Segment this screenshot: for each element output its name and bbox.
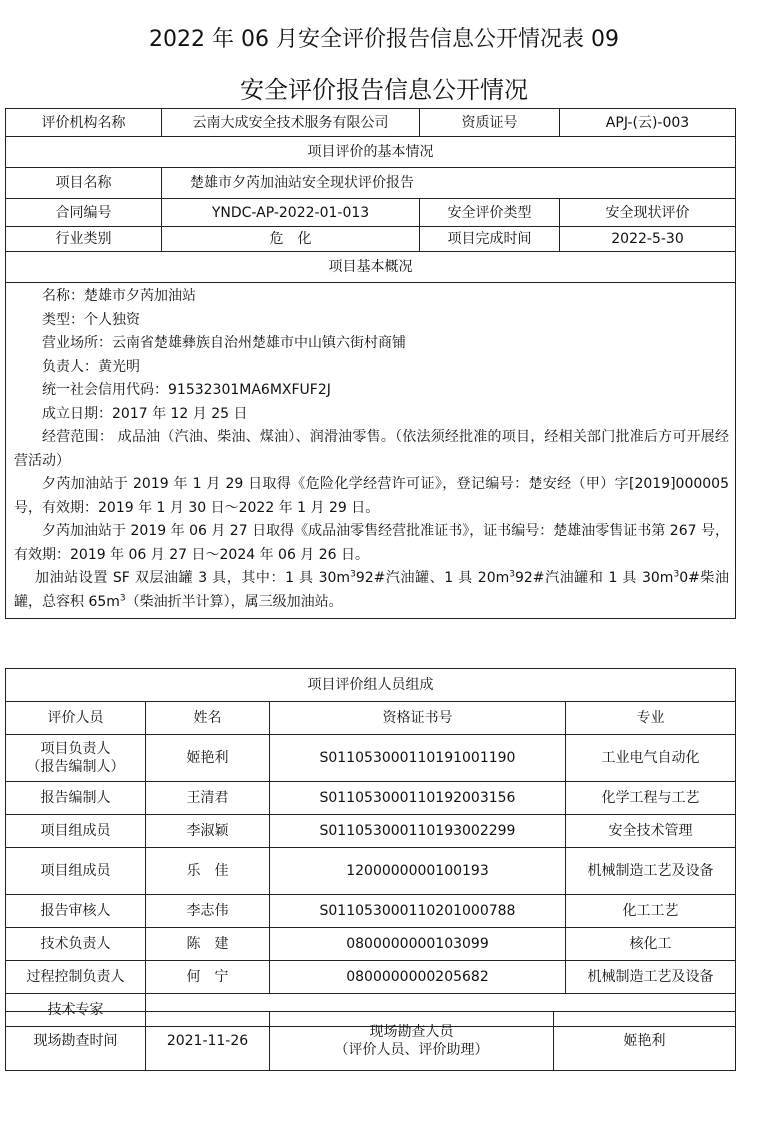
member-name: 何 宁: [146, 961, 270, 994]
member-role: 技术负责人: [6, 928, 146, 961]
document-title: 2022 年 06 月安全评价报告信息公开情况表 09: [149, 27, 619, 52]
survey-staff-value: 姬艳利: [554, 1012, 736, 1071]
member-major: 安全技术管理: [566, 815, 736, 848]
member-cert: 0800000000205682: [270, 961, 566, 994]
survey-time-value: 2021-11-26: [146, 1012, 270, 1071]
member-name: 王清君: [146, 782, 270, 815]
section-overview-row: [6, 252, 736, 283]
tanks-text-c: 92#汽油罐和 1 具 30m: [514, 570, 674, 586]
industry-value: 危 化: [162, 227, 420, 252]
survey-staff-label: [270, 1012, 554, 1071]
industry-label: 行业类别: [6, 227, 162, 252]
col-header-name: 姓名: [146, 702, 270, 735]
unit-sup: 3: [673, 569, 680, 580]
overview-certificate: 夕芮加油站于 2019 年 06 月 27 日取得《成品油零售经营批准证书》，证书编号：楚雄油零售证书第 267 号，有效期：2019 年 06 月 27 日～2024 年 06 月 26 日。: [14, 523, 729, 563]
team-header-row: [6, 702, 736, 735]
overview-credit-code: 统一社会信用代码：91532301MA6MXFUF2J: [42, 382, 331, 398]
member-cert: S011053000110191001190: [270, 735, 566, 782]
cert-value: APJ-(云)-003: [560, 109, 736, 137]
industry-row: [6, 227, 736, 252]
member-name: 陈 建: [146, 928, 270, 961]
tanks-text-e: （柴油折半计算），属三级加油站。: [125, 593, 343, 610]
basic-info-table: [5, 108, 736, 619]
contract-label: 合同编号: [6, 199, 162, 227]
done-time-value: 2022-5-30: [560, 227, 736, 252]
overview-scope: 经营范围： 成品油（汽油、柴油、煤油）、润滑油零售。（依法须经批准的项目，经相关部门批准后方可开展经营活动）: [14, 429, 729, 469]
member-major: 工业电气自动化: [566, 735, 736, 782]
overview-license: 夕芮加油站于 2019 年 1 月 29 日取得《危险化学经营许可证》，登记编号：楚安经（甲）字[2019]000005 号，有效期：2019 年 1 月 30 日～2022 年 1 月 29 日。: [14, 476, 729, 516]
section-overview-heading: 项目基本概况: [6, 252, 736, 283]
tanks-text-b: 92#汽油罐、1 具 20m: [355, 570, 510, 586]
table-row: [6, 848, 736, 895]
org-value: 云南大成安全技术服务有限公司: [162, 109, 420, 137]
member-name: 乐 佳: [146, 848, 270, 895]
member-major: 核化工: [566, 928, 736, 961]
col-header-cert: 资格证书号: [270, 702, 566, 735]
project-name-label: 项目名称: [6, 168, 162, 199]
section-basic-row: [6, 137, 736, 168]
overview-name: 名称：楚雄市夕芮加油站: [42, 288, 196, 304]
member-cert: S011053000110192003156: [270, 782, 566, 815]
section-basic-heading: 项目评价的基本情况: [6, 137, 736, 168]
member-major: 机械制造工艺及设备: [566, 961, 736, 994]
org-label: 评价机构名称: [6, 109, 162, 137]
table-row: [6, 961, 736, 994]
tanks-text-d: 0#柴油罐，总容积 65m: [14, 570, 729, 610]
expert-label: 技术专家: [6, 994, 146, 1027]
member-name: 李淑颖: [146, 815, 270, 848]
unit-sup: 3: [509, 569, 515, 580]
survey-table: [5, 1011, 736, 1071]
member-role: 报告审核人: [6, 895, 146, 928]
overview-person: 负责人：黄光明: [42, 358, 140, 375]
member-name: 姬艳利: [146, 735, 270, 782]
unit-sup: 3: [119, 592, 126, 603]
cert-label: 资质证号: [420, 109, 560, 137]
col-header-role: 评价人员: [6, 702, 146, 735]
team-heading-row: [6, 669, 736, 702]
overview-type: 类型：个人独资: [42, 311, 140, 328]
table-row: [6, 928, 736, 961]
member-cert: 0800000000103099: [270, 928, 566, 961]
survey-staff-label-line2: （评价人员、评价助理）: [334, 1042, 489, 1058]
member-role: 报告编制人: [6, 782, 146, 815]
section-team-heading: 项目评价组人员组成: [6, 669, 736, 702]
table-row: [6, 815, 736, 848]
member-role: 过程控制负责人: [6, 961, 146, 994]
project-name-row: [6, 168, 736, 199]
member-major: 化学工程与工艺: [566, 782, 736, 815]
member-role: 项目负责人 （报告编制人）: [6, 735, 146, 782]
member-major: 机械制造工艺及设备: [566, 848, 736, 895]
done-time-label: 项目完成时间: [420, 227, 560, 252]
col-header-major: 专业: [566, 702, 736, 735]
table-row: [6, 782, 736, 815]
overview-founded: 成立日期：2017 年 12 月 25 日: [42, 405, 248, 422]
member-cert: 1200000000100193: [270, 848, 566, 895]
table-row: [6, 735, 736, 782]
member-major: 化工工艺: [566, 895, 736, 928]
survey-time-label: 现场勘查时间: [6, 1012, 146, 1071]
table-title: 安全评价报告信息公开情况: [240, 76, 528, 104]
eval-type-value: 安全现状评价: [560, 199, 736, 227]
survey-staff-label-line1: 现场勘查人员: [369, 1024, 454, 1040]
overview-address: 营业场所：云南省楚雄彝族自治州楚雄市中山镇六街村商铺: [42, 335, 406, 351]
eval-type-label: 安全评价类型: [420, 199, 560, 227]
member-role: 项目组成员: [6, 848, 146, 895]
contract-value: YNDC-AP-2022-01-013: [162, 199, 420, 227]
overview-text: [6, 283, 736, 619]
overview-tanks: [14, 567, 729, 614]
member-name: 李志伟: [146, 895, 270, 928]
team-table: [5, 668, 736, 1027]
overview-row: [6, 283, 736, 619]
tanks-text-a: 加油站设置 SF 双层油罐 3 具，其中：1 具 30m: [35, 570, 351, 586]
member-role: 项目组成员: [6, 815, 146, 848]
unit-sup: 3: [350, 569, 356, 580]
survey-row: [6, 1012, 736, 1071]
project-name-value: 楚雄市夕芮加油站安全现状评价报告: [162, 168, 736, 199]
table-row: [6, 895, 736, 928]
member-cert: S011053000110201000788: [270, 895, 566, 928]
contract-row: [6, 199, 736, 227]
org-row: [6, 109, 736, 137]
member-cert: S011053000110193002299: [270, 815, 566, 848]
